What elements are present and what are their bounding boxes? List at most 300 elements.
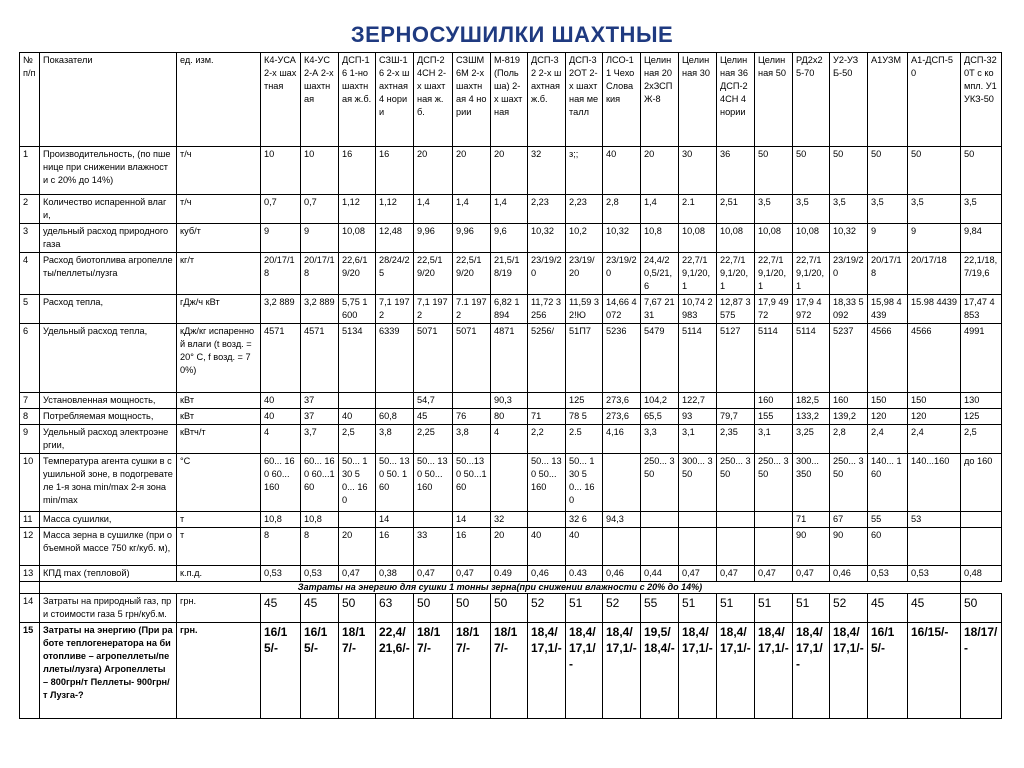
row-number: 13	[20, 566, 40, 582]
value-cell: 63	[376, 594, 414, 623]
value-cell: 20	[641, 147, 679, 195]
value-cell: 50	[961, 594, 1002, 623]
value-cell: 0.49	[491, 566, 528, 582]
value-cell: 14	[376, 512, 414, 528]
value-cell: 51	[679, 594, 717, 623]
value-cell: 50	[830, 147, 868, 195]
header-model: Целинная 50	[755, 53, 793, 147]
value-cell: 24,4/20,5/21,6	[641, 253, 679, 295]
header-model: ЛСО-11 Чехо Словакия	[603, 53, 641, 147]
value-cell: 90	[830, 528, 868, 566]
value-cell: 0,46	[603, 566, 641, 582]
value-cell: 0,53	[908, 566, 961, 582]
value-cell: 0,53	[868, 566, 908, 582]
value-cell	[717, 512, 755, 528]
table-row	[20, 425, 1002, 454]
value-cell: 65,5	[641, 409, 679, 425]
value-cell: 120	[868, 409, 908, 425]
row-unit: гДж/ч кВт	[177, 295, 261, 324]
value-cell: 17,9 4972	[755, 295, 793, 324]
value-cell: 54,7	[414, 393, 453, 409]
value-cell: 22,6/19/20	[339, 253, 376, 295]
table-row	[20, 295, 1002, 324]
value-cell: з;;	[566, 147, 603, 195]
value-cell: 6,82 1894	[491, 295, 528, 324]
value-cell: 122,7	[679, 393, 717, 409]
value-cell: 11,59 32!Ю	[566, 295, 603, 324]
header-num: № п/п	[20, 53, 40, 147]
value-cell: 9,96	[453, 224, 491, 253]
value-cell: 182,5	[793, 393, 830, 409]
value-cell: 3,1	[755, 425, 793, 454]
value-cell	[491, 454, 528, 512]
value-cell: 18,4/17,1/-	[830, 623, 868, 719]
row-number: 14	[20, 594, 40, 623]
value-cell: 140...160	[908, 454, 961, 512]
value-cell: 12,87 3575	[717, 295, 755, 324]
header-model: ДСП-32ОТ 2-х шахтная металл	[566, 53, 603, 147]
value-cell: 51	[717, 594, 755, 623]
value-cell: 32	[491, 512, 528, 528]
table-row	[20, 393, 1002, 409]
value-cell	[679, 528, 717, 566]
value-cell: 150	[868, 393, 908, 409]
value-cell: 9	[301, 224, 339, 253]
value-cell: 51	[793, 594, 830, 623]
row-indicator: Расход тепла,	[40, 295, 177, 324]
row-indicator: Расход биотоплива агропеллеты/пеллеты/лузга	[40, 253, 177, 295]
table-row	[20, 409, 1002, 425]
value-cell	[339, 512, 376, 528]
table-row	[20, 566, 1002, 582]
value-cell	[603, 454, 641, 512]
value-cell: 50... 130 50... 160	[414, 454, 453, 512]
value-cell: 104,2	[641, 393, 679, 409]
row-number: 1	[20, 147, 40, 195]
value-cell: 9,96	[414, 224, 453, 253]
value-cell: 18,4/17,1/-	[679, 623, 717, 719]
value-cell: 52	[830, 594, 868, 623]
value-cell: 5071	[453, 324, 491, 393]
value-cell	[717, 393, 755, 409]
value-cell: 36	[717, 147, 755, 195]
value-cell: 5256/	[528, 324, 566, 393]
value-cell: 150	[908, 393, 961, 409]
value-cell: 3,2 889	[301, 295, 339, 324]
value-cell: 4871	[491, 324, 528, 393]
header-model: К4-УС2-А 2-х шахтная	[301, 53, 339, 147]
value-cell: 45	[908, 594, 961, 623]
value-cell: 2.1	[679, 195, 717, 224]
value-cell: 3,5	[908, 195, 961, 224]
value-cell: 50	[755, 147, 793, 195]
value-cell: 4	[491, 425, 528, 454]
value-cell: 160	[755, 393, 793, 409]
value-cell: 33	[414, 528, 453, 566]
table-row	[20, 147, 1002, 195]
value-cell: 50... 130 50... 160	[339, 454, 376, 512]
row-indicator: Масса сушилки,	[40, 512, 177, 528]
value-cell: 37	[301, 409, 339, 425]
value-cell: до 160	[961, 454, 1002, 512]
value-cell: 10,08	[679, 224, 717, 253]
value-cell: 16	[453, 528, 491, 566]
value-cell: 16	[376, 147, 414, 195]
value-cell: 50... 130 50... 160	[566, 454, 603, 512]
value-cell: 20/17/18	[301, 253, 339, 295]
value-cell: 22,5/19/20	[414, 253, 453, 295]
value-cell: 300... 350	[793, 454, 830, 512]
row-unit: грн.	[177, 594, 261, 623]
row-indicator: удельный расход природного газа	[40, 224, 177, 253]
value-cell: 16/15/-	[261, 623, 301, 719]
value-cell: 17,47 4853	[961, 295, 1002, 324]
value-cell: 50	[491, 594, 528, 623]
value-cell: 52	[528, 594, 566, 623]
header-model: А1УЗМ	[868, 53, 908, 147]
row-number: 7	[20, 393, 40, 409]
value-cell: 10,74 2983	[679, 295, 717, 324]
header-model: ДСП-320Т с компл. У1 УКЗ-50	[961, 53, 1002, 147]
row-indicator: Удельный расход тепла,	[40, 324, 177, 393]
value-cell: 5114	[793, 324, 830, 393]
value-cell: 4,16	[603, 425, 641, 454]
header-model: ДСП-32 2-х шахтная ж.б.	[528, 53, 566, 147]
header-model: Целинная 20 2хЗСПЖ-8	[641, 53, 679, 147]
value-cell: 90,3	[491, 393, 528, 409]
row-unit: т/ч	[177, 195, 261, 224]
value-cell	[717, 528, 755, 566]
value-cell: 250... 350	[830, 454, 868, 512]
value-cell: 79,7	[717, 409, 755, 425]
value-cell: 50	[793, 147, 830, 195]
value-cell: 32	[528, 147, 566, 195]
row-unit: т/ч	[177, 147, 261, 195]
value-cell: 18/17/-	[453, 623, 491, 719]
value-cell: 8	[261, 528, 301, 566]
value-cell: 10,08	[793, 224, 830, 253]
dryers-table	[19, 52, 1002, 719]
value-cell: 20	[491, 528, 528, 566]
value-cell: 2,4	[868, 425, 908, 454]
value-cell: 2,5	[339, 425, 376, 454]
row-number: 3	[20, 224, 40, 253]
value-cell: 10,8	[261, 512, 301, 528]
header-model: ДСП-16 1-но шахтная ж.б.	[339, 53, 376, 147]
value-cell: 9	[908, 224, 961, 253]
value-cell: 0,53	[301, 566, 339, 582]
value-cell: 18/17/-	[961, 623, 1002, 719]
header-model: Целинная 36 ДСП-24СН 4 нории	[717, 53, 755, 147]
value-cell	[755, 512, 793, 528]
row-number: 4	[20, 253, 40, 295]
value-cell: 78 5	[566, 409, 603, 425]
value-cell: 23/19/20	[566, 253, 603, 295]
value-cell: 18,4/17,1/-	[566, 623, 603, 719]
value-cell: 7,1 1972	[376, 295, 414, 324]
value-cell: 4571	[261, 324, 301, 393]
value-cell: 12,48	[376, 224, 414, 253]
value-cell: 18,4/17,1/-	[528, 623, 566, 719]
value-cell: 4566	[908, 324, 961, 393]
value-cell: 30	[679, 147, 717, 195]
value-cell: 0,47	[414, 566, 453, 582]
row-indicator: Затраты на природный газ, при стоимости газа 5 грн/куб.м.	[40, 594, 177, 623]
value-cell: 16	[339, 147, 376, 195]
value-cell: 250... 350	[641, 454, 679, 512]
section-title: Затраты на энергию для сушки 1 тонны зерна(при снижении влажности с 20% до 14%)	[40, 582, 961, 594]
value-cell: 7.1 1972	[453, 295, 491, 324]
value-cell: 3,7	[301, 425, 339, 454]
value-cell: 17,9 4972	[793, 295, 830, 324]
value-cell: 3,5	[755, 195, 793, 224]
value-cell: 2,8	[603, 195, 641, 224]
value-cell: 60	[868, 528, 908, 566]
table-row	[20, 528, 1002, 566]
value-cell: 7,1 1972	[414, 295, 453, 324]
row-number: 11	[20, 512, 40, 528]
value-cell	[961, 528, 1002, 566]
value-cell: 0,47	[717, 566, 755, 582]
row-number: 12	[20, 528, 40, 566]
row-number: 8	[20, 409, 40, 425]
value-cell	[603, 528, 641, 566]
value-cell: 18,4/17,1/-	[755, 623, 793, 719]
row-indicator: Потребляемая мощность,	[40, 409, 177, 425]
value-cell: 3,25	[793, 425, 830, 454]
header-param: Показатели	[40, 53, 177, 147]
value-cell: 60... 160 60... 160	[261, 454, 301, 512]
value-cell: 10,8	[301, 512, 339, 528]
value-cell: 2,8	[830, 425, 868, 454]
value-cell: 40	[566, 528, 603, 566]
value-cell: 0.43	[566, 566, 603, 582]
row-unit: °С	[177, 454, 261, 512]
value-cell: 9	[868, 224, 908, 253]
value-cell	[641, 528, 679, 566]
value-cell: 1,4	[641, 195, 679, 224]
row-unit: кВт	[177, 393, 261, 409]
table-row	[20, 594, 1002, 623]
header-model: А1-ДСП-50	[908, 53, 961, 147]
row-indicator: Количество испаренной влаги,	[40, 195, 177, 224]
value-cell: 139,2	[830, 409, 868, 425]
value-cell	[414, 512, 453, 528]
value-cell: 2.5	[566, 425, 603, 454]
value-cell: 23/19/20	[603, 253, 641, 295]
value-cell: 273,6	[603, 393, 641, 409]
value-cell: 15.98 4439	[908, 295, 961, 324]
value-cell: 20/17/18	[261, 253, 301, 295]
value-cell: 18,4/17,1/-	[793, 623, 830, 719]
value-cell: 50	[339, 594, 376, 623]
value-cell: 10	[301, 147, 339, 195]
value-cell: 0,47	[755, 566, 793, 582]
value-cell: 3,8	[453, 425, 491, 454]
value-cell: 50...130 50...160	[453, 454, 491, 512]
value-cell: 5,75 1600	[339, 295, 376, 324]
row-unit: грн.	[177, 623, 261, 719]
value-cell: 10,08	[717, 224, 755, 253]
section-row	[20, 582, 1002, 594]
value-cell: 14,66 4072	[603, 295, 641, 324]
value-cell: 37	[301, 393, 339, 409]
value-cell: 60... 160 60...160	[301, 454, 339, 512]
value-cell: 4566	[868, 324, 908, 393]
value-cell: 20	[491, 147, 528, 195]
row-number: 9	[20, 425, 40, 454]
value-cell: 50	[908, 147, 961, 195]
value-cell: 40	[339, 409, 376, 425]
header-model: У2-УЗБ-50	[830, 53, 868, 147]
value-cell: 3,5	[793, 195, 830, 224]
value-cell: 0,53	[261, 566, 301, 582]
value-cell: 3,8	[376, 425, 414, 454]
value-cell: 16/15/-	[868, 623, 908, 719]
value-cell: 155	[755, 409, 793, 425]
value-cell: 45	[301, 594, 339, 623]
value-cell: 52	[603, 594, 641, 623]
value-cell: 4991	[961, 324, 1002, 393]
value-cell: 51	[755, 594, 793, 623]
value-cell: 125	[961, 409, 1002, 425]
value-cell: 14	[453, 512, 491, 528]
value-cell: 1,4	[414, 195, 453, 224]
value-cell: 5236	[603, 324, 641, 393]
value-cell: 23/19/20	[830, 253, 868, 295]
value-cell	[453, 393, 491, 409]
value-cell: 20	[414, 147, 453, 195]
value-cell: 71	[793, 512, 830, 528]
value-cell: 50... 130 50... 160	[528, 454, 566, 512]
table-row	[20, 623, 1002, 719]
row-indicator: Масса зерна в сушилке (при объемной массе 750 кг/куб. м),	[40, 528, 177, 566]
value-cell: 22,1/18,7/19,6	[961, 253, 1002, 295]
value-cell: 5127	[717, 324, 755, 393]
header-model: К4-УСА 2-х шахтная	[261, 53, 301, 147]
row-unit: т	[177, 528, 261, 566]
row-number: 10	[20, 454, 40, 512]
value-cell: 22,5/19/20	[453, 253, 491, 295]
value-cell: 50	[961, 147, 1002, 195]
row-number: 2	[20, 195, 40, 224]
value-cell	[376, 393, 414, 409]
value-cell: 3,3	[641, 425, 679, 454]
value-cell: 3,5	[868, 195, 908, 224]
table-row	[20, 253, 1002, 295]
value-cell: 16	[376, 528, 414, 566]
value-cell: 50	[868, 147, 908, 195]
value-cell: 18,4/17,1/-	[603, 623, 641, 719]
table-header-row	[20, 53, 1002, 147]
value-cell: 18/17/-	[339, 623, 376, 719]
value-cell: 20/17/18	[868, 253, 908, 295]
value-cell: 40	[261, 409, 301, 425]
value-cell: 20	[453, 147, 491, 195]
value-cell	[961, 512, 1002, 528]
value-cell: 20/17/18	[908, 253, 961, 295]
value-cell: 21,5/18/19	[491, 253, 528, 295]
value-cell: 22,7/19,1/20,1	[717, 253, 755, 295]
value-cell: 76	[453, 409, 491, 425]
value-cell	[339, 393, 376, 409]
value-cell: 10	[261, 147, 301, 195]
value-cell: 2,23	[566, 195, 603, 224]
row-unit: т	[177, 512, 261, 528]
value-cell: 22,7/19,1/20,1	[755, 253, 793, 295]
value-cell: 2,4	[908, 425, 961, 454]
value-cell: 22,7/19,1/20,1	[679, 253, 717, 295]
value-cell: 273,6	[603, 409, 641, 425]
value-cell: 2,25	[414, 425, 453, 454]
row-indicator: Удельный расход электроэнергии,	[40, 425, 177, 454]
value-cell	[641, 512, 679, 528]
value-cell: 50	[453, 594, 491, 623]
value-cell: 10,08	[755, 224, 793, 253]
value-cell: 0,7	[301, 195, 339, 224]
value-cell: 6339	[376, 324, 414, 393]
value-cell: 2,5	[961, 425, 1002, 454]
value-cell	[755, 528, 793, 566]
value-cell: 18/17/-	[491, 623, 528, 719]
value-cell: 2,51	[717, 195, 755, 224]
value-cell: 10,32	[830, 224, 868, 253]
table-row	[20, 512, 1002, 528]
value-cell: 0,47	[679, 566, 717, 582]
value-cell: 0,48	[961, 566, 1002, 582]
header-model: М-819 (Польша) 2-х шахтная	[491, 53, 528, 147]
value-cell: 55	[868, 512, 908, 528]
row-number: 5	[20, 295, 40, 324]
value-cell: 40	[261, 393, 301, 409]
value-cell: 9	[261, 224, 301, 253]
header-model: РД2х25-70	[793, 53, 830, 147]
value-cell: 140... 160	[868, 454, 908, 512]
value-cell: 53	[908, 512, 961, 528]
value-cell: 3,5	[961, 195, 1002, 224]
value-cell: 16/15/-	[301, 623, 339, 719]
value-cell: 18,4/17,1/-	[717, 623, 755, 719]
value-cell: 50... 130 50. 160	[376, 454, 414, 512]
row-unit: кг/т	[177, 253, 261, 295]
row-unit: кВт	[177, 409, 261, 425]
row-indicator: Затраты на энергию (При работе теплогенератора на биотопливе – агропеллеты/пеллеты/лузга) Агропеллеты – 800грн/т Пеллеты- 900грн/т Лузга-?	[40, 623, 177, 719]
value-cell: 94,3	[603, 512, 641, 528]
value-cell	[908, 528, 961, 566]
row-unit: куб/т	[177, 224, 261, 253]
value-cell: 28/24/25	[376, 253, 414, 295]
value-cell: 1,12	[376, 195, 414, 224]
value-cell: 19,5/18,4/-	[641, 623, 679, 719]
value-cell: 120	[908, 409, 961, 425]
header-model: Целинная 30	[679, 53, 717, 147]
header-model: СЗШМ 6М 2-х шахтная 4 нории	[453, 53, 491, 147]
value-cell: 5114	[679, 324, 717, 393]
row-unit: кВтч/т	[177, 425, 261, 454]
row-indicator: Производительность, (по пшенице при снижении влажности с 20% до 14%)	[40, 147, 177, 195]
value-cell: 133,2	[793, 409, 830, 425]
value-cell: 93	[679, 409, 717, 425]
value-cell: 5071	[414, 324, 453, 393]
value-cell: 10,32	[528, 224, 566, 253]
header-model: ДСП-24СН 2-х шахтная ж.б.	[414, 53, 453, 147]
value-cell: 18,33 5092	[830, 295, 868, 324]
value-cell: 22,7/19,1/20,1	[793, 253, 830, 295]
value-cell: 15,98 4439	[868, 295, 908, 324]
value-cell: 55	[641, 594, 679, 623]
value-cell	[528, 512, 566, 528]
header-unit: ед. изм.	[177, 53, 261, 147]
